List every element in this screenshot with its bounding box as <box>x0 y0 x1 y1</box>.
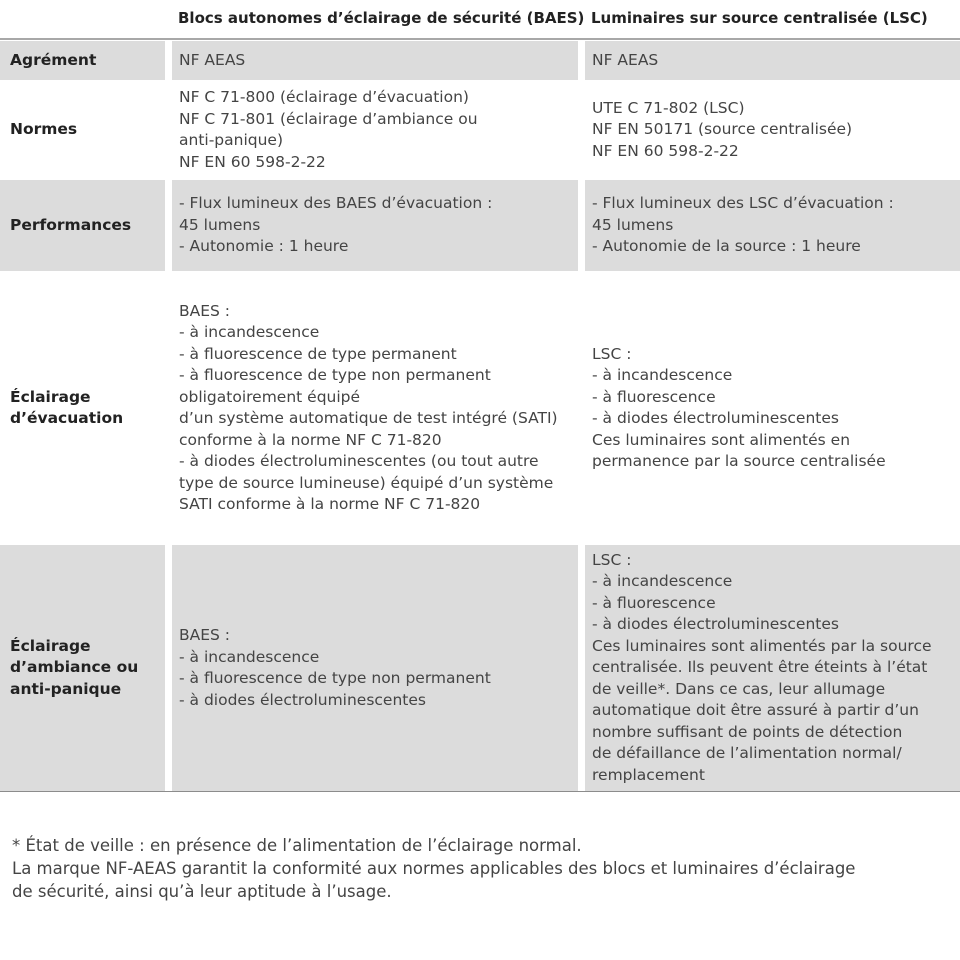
table-row-normes <box>0 80 960 180</box>
lsc-cell <box>585 80 960 180</box>
table-row-performances <box>0 180 960 271</box>
baes-cell <box>172 41 578 80</box>
column-header-lsc: Luminaires sur source centralisée (LSC) <box>591 9 928 27</box>
column-header-baes: Blocs autonomes d’éclairage de sécurité (BAES) <box>178 9 585 27</box>
row-label-cell <box>0 41 165 80</box>
lsc-value: LSC : - à incandescence - à fluorescence - à diodes électroluminescentes Ces luminaires sont alimentés par la source centralisée. Ils peuvent être éteints à l’état de veille*. Dans ce cas, leur allumage automatique doit être assuré à partir d’un nombre suffisant de points de détection de défaillance de l’alimentation normal/ remplacement <box>592 550 932 784</box>
row-label: Normes <box>10 120 78 139</box>
row-label: Agrément <box>10 50 97 69</box>
baes-cell <box>172 180 578 271</box>
lsc-cell <box>585 545 960 791</box>
baes-value: BAES : - à incandescence - à fluorescence de type permanent - à fluorescence de type non permanent obligatoirement équipé d’un système automatique de test intégré (SATI) conforme à la norme NF C 71-820 - à diodes électroluminescentes (ou tout autre type de source lumineuse) équipé d’un système SATI conforme à la norme NF C 71-820 <box>179 301 558 513</box>
row-label: Éclairage d’évacuation <box>10 387 124 427</box>
lsc-cell <box>585 180 960 271</box>
row-label-cell <box>0 80 165 180</box>
lsc-cell <box>585 271 960 545</box>
footnote-line: * État de veille : en présence de l’alimentation de l’éclairage normal. <box>12 836 582 855</box>
table-row-eclairage-ambiance <box>0 545 960 791</box>
baes-cell <box>172 545 578 791</box>
lsc-value: UTE C 71-802 (LSC) NF EN 50171 (source centralisée) NF EN 60 598-2-22 <box>592 98 853 160</box>
lsc-value: - Flux lumineux des LSC d’évacuation : 45 lumens - Autonomie de la source : 1 heure <box>592 194 894 256</box>
baes-value: - Flux lumineux des BAES d’évacuation : 45 lumens - Autonomie : 1 heure <box>179 194 493 256</box>
baes-cell <box>172 80 578 180</box>
lsc-value: LSC : - à incandescence - à fluorescence - à diodes électroluminescentes Ces luminaires sont alimentés en permanence par la source centralisée <box>592 344 886 470</box>
baes-value: NF AEAS <box>179 50 246 69</box>
baes-cell <box>172 271 578 545</box>
lsc-cell <box>585 41 960 80</box>
row-label-cell <box>0 271 165 545</box>
row-label: Éclairage d’ambiance ou anti-panique <box>10 636 139 698</box>
lsc-value: NF AEAS <box>592 50 659 69</box>
baes-value: NF C 71-800 (éclairage d’évacuation) NF C 71-801 (éclairage d’ambiance ou anti-panique) NF EN 60 598-2-22 <box>179 88 478 171</box>
header-divider <box>0 38 960 40</box>
table-bottom-divider <box>0 791 960 792</box>
footnote-line: La marque NF-AEAS garantit la conformité aux normes applicables des blocs et luminaires d’éclairage <box>12 859 856 878</box>
table-row-agrement <box>0 41 960 80</box>
table-row-eclairage-evacuation <box>0 271 960 545</box>
footnote-line: de sécurité, ainsi qu’à leur aptitude à l’usage. <box>12 882 392 901</box>
row-label-cell <box>0 180 165 271</box>
row-label: Performances <box>10 215 132 234</box>
footnote <box>12 834 855 903</box>
row-label-cell <box>0 545 165 791</box>
baes-value: BAES : - à incandescence - à fluorescence de type non permanent - à diodes électroluminescentes <box>179 626 491 709</box>
